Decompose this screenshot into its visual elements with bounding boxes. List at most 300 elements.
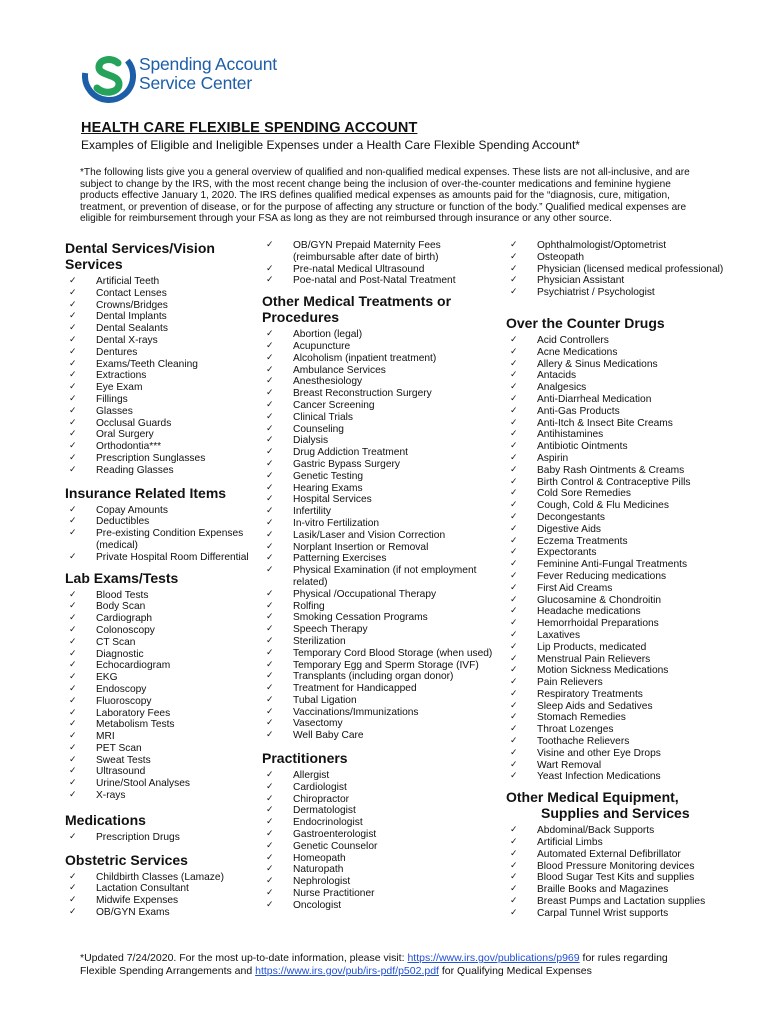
list-item (506, 760, 738, 772)
list-item-label: Blood Sugar Test Kits and supplies (537, 872, 695, 884)
list-item (65, 288, 255, 300)
list-item-label: Acne Medications (537, 346, 618, 358)
checkmark-icon: ✓ (510, 848, 518, 859)
list-item (506, 275, 738, 287)
checkmark-icon: ✓ (69, 504, 77, 515)
checkmark-icon: ✓ (69, 452, 77, 463)
checkmark-icon: ✓ (266, 263, 274, 274)
section-1-0 (262, 240, 498, 287)
checkmark-icon: ✓ (510, 677, 518, 688)
list-item-label: Ultrasound (96, 766, 146, 778)
list-item (506, 335, 738, 347)
list-item (506, 630, 738, 642)
list-item (506, 536, 738, 548)
list-item-label: Sterilization (293, 635, 346, 647)
list-item-label: Prescription Sunglasses (96, 452, 206, 464)
checkmark-icon: ✓ (69, 707, 77, 718)
checkmark-icon: ✓ (266, 435, 274, 446)
list-item (65, 335, 255, 347)
list-item (262, 483, 498, 495)
checkmark-icon: ✓ (69, 516, 77, 527)
list-item (65, 649, 255, 661)
column-3 (506, 240, 738, 920)
list-item (262, 841, 498, 853)
list-item (65, 601, 255, 613)
column-2 (262, 240, 498, 912)
list-item-label: Osteopath (537, 251, 585, 263)
checkmark-icon: ✓ (266, 706, 274, 717)
checkmark-icon: ✓ (266, 805, 274, 816)
list-item-label: Oral Surgery (96, 429, 154, 441)
list-item (506, 406, 738, 418)
list-item-label: Gastroenterologist (293, 829, 377, 841)
list-item-label: Physical /Occupational Therapy (293, 588, 437, 600)
list-item (262, 612, 498, 624)
list-item-label: Cough, Cold & Flu Medicines (537, 500, 669, 512)
list-item (506, 583, 738, 595)
checkmark-icon: ✓ (69, 660, 77, 671)
checkmark-icon: ✓ (266, 565, 274, 576)
list-item (506, 418, 738, 430)
list-item-label: Decongestants (537, 511, 605, 523)
checkmark-icon: ✓ (510, 263, 518, 274)
list-item-label: Breast Pumps and Lactation supplies (537, 896, 706, 908)
list-item-label: Hearing Exams (293, 482, 363, 494)
section-0-3 (65, 812, 255, 844)
list-item-label: Throat Lozenges (537, 724, 614, 736)
list-item-label: Lactation Consultant (96, 883, 189, 895)
checkmark-icon: ✓ (266, 899, 274, 910)
checklist (65, 276, 255, 477)
section-1-1 (262, 293, 498, 742)
checkmark-icon: ✓ (266, 494, 274, 505)
list-item (262, 817, 498, 829)
list-item-label: Expectorants (537, 547, 597, 559)
irs-p502-link[interactable]: https://www.irs.gov/pub/irs-pdf/p502.pdf (255, 964, 439, 977)
checkmark-icon: ✓ (69, 299, 77, 310)
checklist (65, 832, 255, 844)
checkmark-icon: ✓ (69, 831, 77, 842)
list-item (506, 825, 738, 837)
list-item-label: Contact Lenses (96, 287, 167, 299)
list-item (262, 589, 498, 601)
irs-p969-link[interactable]: https://www.irs.gov/publications/p969 (407, 952, 580, 964)
list-item (506, 618, 738, 630)
checklist (506, 335, 738, 783)
checkmark-icon: ✓ (510, 594, 518, 605)
checkmark-icon: ✓ (266, 770, 274, 781)
list-item-label: Temporary Cord Blood Storage (when used) (293, 647, 493, 659)
list-item (65, 347, 255, 359)
list-item-label: Baby Rash Ointments & Creams (537, 464, 685, 476)
list-item (262, 542, 498, 554)
list-item-label: Respiratory Treatments (537, 688, 643, 700)
list-item (262, 400, 498, 412)
document-title: HEALTH CARE FLEXIBLE SPENDING ACCOUNT (81, 120, 418, 136)
checkmark-icon: ✓ (69, 551, 77, 562)
checkmark-icon: ✓ (266, 399, 274, 410)
checkmark-icon: ✓ (510, 712, 518, 723)
checkmark-icon: ✓ (510, 287, 518, 298)
section-2-1 (506, 315, 738, 783)
list-item-label: Drug Addiction Treatment (293, 447, 408, 459)
list-item (506, 429, 738, 441)
list-item (506, 441, 738, 453)
section-2-0 (506, 240, 738, 299)
list-item (65, 778, 255, 790)
list-item-label: Allery & Sinus Medications (537, 358, 658, 370)
list-item-label: Blood Tests (96, 589, 149, 601)
list-item-label: Analgesics (537, 382, 587, 394)
section-2-2 (506, 789, 738, 919)
list-item-label: Braille Books and Magazines (537, 884, 669, 896)
checkmark-icon: ✓ (510, 240, 518, 250)
list-item (506, 896, 738, 908)
checkmark-icon: ✓ (510, 771, 518, 782)
list-item-label: Toothache Relievers (537, 736, 630, 748)
list-item-label: Dental X-rays (96, 334, 158, 346)
section-heading: Lab Exams/Tests (65, 569, 179, 586)
list-item (262, 459, 498, 471)
list-item-label: Blood Pressure Monitoring devices (537, 860, 695, 872)
list-item-label: Midwife Expenses (96, 895, 179, 907)
checkmark-icon: ✓ (266, 718, 274, 729)
list-item (65, 672, 255, 684)
list-item-label: Hemorrhoidal Preparations (537, 618, 659, 630)
list-item-label: Norplant Insertion or Removal (293, 541, 429, 553)
list-item (506, 252, 738, 264)
list-item-label: Orthodontia*** (96, 441, 162, 453)
list-item-label: Childbirth Classes (Lamaze) (96, 871, 224, 883)
checkmark-icon: ✓ (266, 529, 274, 540)
checklist (65, 505, 255, 564)
list-item (262, 636, 498, 648)
list-item (262, 424, 498, 436)
checkmark-icon: ✓ (69, 601, 77, 612)
list-item (65, 696, 255, 708)
checklist (506, 240, 738, 299)
list-item-label: Allergist (293, 770, 330, 782)
list-item (65, 743, 255, 755)
list-item (506, 654, 738, 666)
list-item-label: Cardiograph (96, 613, 153, 625)
list-item (262, 275, 498, 287)
section-0-2 (65, 570, 255, 802)
column-1 (65, 240, 255, 919)
list-item (262, 412, 498, 424)
checkmark-icon: ✓ (510, 641, 518, 652)
checkmark-icon: ✓ (266, 876, 274, 887)
section-heading: Practitioners (262, 750, 348, 767)
list-item-label: Pre-existing Condition Expenses (medical) (96, 528, 244, 551)
list-item-label: Physician (licensed medical professional) (537, 263, 724, 275)
checkmark-icon: ✓ (266, 423, 274, 434)
list-item (65, 613, 255, 625)
checkmark-icon: ✓ (69, 683, 77, 694)
list-item-label: Anti-Diarrheal Medication (537, 393, 652, 405)
list-item-label: OB/GYN Exams (96, 907, 170, 919)
list-item-label: Stomach Remedies (537, 712, 626, 724)
list-item (65, 832, 255, 844)
list-item (506, 477, 738, 489)
checkmark-icon: ✓ (69, 624, 77, 635)
list-item-label: Nurse Practitioner (293, 888, 375, 900)
list-item-label: Yeast Infection Medications (537, 771, 661, 783)
list-item-label: Genetic Counselor (293, 840, 378, 852)
list-item-label: Nephrologist (293, 876, 351, 888)
list-item (65, 590, 255, 602)
section-heading: Dental Services/Vision Services (65, 240, 215, 272)
list-item (65, 323, 255, 335)
list-item (506, 701, 738, 713)
list-item-label: Abortion (legal) (293, 329, 363, 341)
checkmark-icon: ✓ (69, 346, 77, 357)
checkmark-icon: ✓ (510, 825, 518, 836)
checkmark-icon: ✓ (69, 311, 77, 322)
list-item (262, 794, 498, 806)
list-item (506, 712, 738, 724)
list-item (506, 748, 738, 760)
list-item-label: Visine and other Eye Drops (537, 747, 661, 759)
list-item (65, 708, 255, 720)
list-item-label: Aspirin (537, 452, 569, 464)
list-item-label: Artificial Limbs (537, 837, 603, 849)
list-item-label: Ambulance Services (293, 364, 386, 376)
checkmark-icon: ✓ (510, 907, 518, 918)
checkmark-icon: ✓ (510, 570, 518, 581)
list-item-label: Acid Controllers (537, 334, 609, 346)
brand-name (139, 55, 277, 93)
section-0-4 (65, 852, 255, 919)
checkmark-icon: ✓ (266, 793, 274, 804)
list-item (506, 908, 738, 920)
checkmark-icon: ✓ (510, 582, 518, 593)
checkmark-icon: ✓ (266, 852, 274, 863)
list-item (65, 528, 255, 552)
checkmark-icon: ✓ (510, 370, 518, 381)
list-item-label: Cardiologist (293, 781, 347, 793)
checkmark-icon: ✓ (510, 759, 518, 770)
footer-text-1: *Updated 7/24/2020. For the most up-to-date information, please visit: (80, 952, 408, 964)
checkmark-icon: ✓ (266, 447, 274, 458)
checkmark-icon: ✓ (510, 429, 518, 440)
checkmark-icon: ✓ (69, 719, 77, 730)
checkmark-icon: ✓ (266, 275, 274, 286)
list-item-label: Treatment for Handicapped (293, 683, 417, 695)
list-item (262, 341, 498, 353)
checkmark-icon: ✓ (510, 251, 518, 262)
list-item-label: Antibiotic Ointments (537, 441, 628, 453)
section-1-2 (262, 750, 498, 912)
list-item (262, 376, 498, 388)
list-item (262, 782, 498, 794)
list-item-label: Copay Amounts (96, 504, 168, 516)
list-item-label: Acupuncture (293, 340, 351, 352)
checkmark-icon: ✓ (69, 441, 77, 452)
list-item-label: Ophthalmologist/Optometrist (537, 240, 667, 251)
checkmark-icon: ✓ (510, 393, 518, 404)
list-item (506, 837, 738, 849)
checkmark-icon: ✓ (69, 731, 77, 742)
checkmark-icon: ✓ (510, 500, 518, 511)
footer-note (80, 952, 680, 977)
list-item (65, 766, 255, 778)
checkmark-icon: ✓ (510, 884, 518, 895)
list-item (262, 671, 498, 683)
checkmark-icon: ✓ (266, 553, 274, 564)
list-item-label: Clinical Trials (293, 411, 354, 423)
list-item-label: Dermatologist (293, 805, 356, 817)
list-item (65, 907, 255, 919)
list-item (506, 724, 738, 736)
list-item (506, 370, 738, 382)
footer-text-3: for Qualifying Medical Expenses (438, 964, 592, 977)
checkmark-icon: ✓ (510, 417, 518, 428)
list-item-label: Extractions (96, 370, 147, 382)
list-item-label: Poe-natal and Post-Natal Treatment (293, 275, 456, 287)
list-item (262, 435, 498, 447)
list-item-label: Headache medications (537, 606, 641, 618)
list-item (506, 677, 738, 689)
list-item (262, 805, 498, 817)
list-item-label: Naturopath (293, 864, 344, 876)
list-item (506, 547, 738, 559)
list-item (65, 429, 255, 441)
checkmark-icon: ✓ (510, 511, 518, 522)
list-item-label: Gastric Bypass Surgery (293, 458, 401, 470)
checkmark-icon: ✓ (510, 747, 518, 758)
list-item (65, 883, 255, 895)
list-item-label: Crowns/Bridges (96, 299, 168, 311)
checkmark-icon: ✓ (69, 405, 77, 416)
checkmark-icon: ✓ (69, 648, 77, 659)
list-item (262, 565, 498, 589)
checkmark-icon: ✓ (266, 683, 274, 694)
list-item-label: Antacids (537, 370, 577, 382)
list-item (65, 370, 255, 382)
list-item (506, 287, 738, 299)
list-item-label: PET Scan (96, 742, 142, 754)
list-item (65, 895, 255, 907)
list-item (262, 660, 498, 672)
list-item-label: Birth Control & Contraceptive Pills (537, 476, 691, 488)
list-item (262, 353, 498, 365)
list-item (506, 264, 738, 276)
list-item-label: Occlusal Guards (96, 417, 172, 429)
checkmark-icon: ✓ (266, 635, 274, 646)
checkmark-icon: ✓ (510, 275, 518, 286)
list-item (65, 552, 255, 564)
checkmark-icon: ✓ (510, 535, 518, 546)
list-item (65, 382, 255, 394)
footer-text-2: for rules regarding Flexible Spending Arrangements and (80, 952, 668, 977)
list-item-label: Well Baby Care (293, 730, 364, 742)
list-item (262, 888, 498, 900)
list-item (262, 601, 498, 613)
list-item-label: Diagnostic (96, 648, 144, 660)
checkmark-icon: ✓ (266, 817, 274, 828)
list-item (506, 382, 738, 394)
list-item (65, 637, 255, 649)
checkmark-icon: ✓ (510, 860, 518, 871)
list-item-label: Eye Exam (96, 382, 143, 394)
list-item (65, 660, 255, 672)
checkmark-icon: ✓ (266, 240, 274, 250)
section-heading: Over the Counter Drugs (506, 314, 665, 331)
list-item-label: Fluoroscopy (96, 695, 152, 707)
list-item (262, 365, 498, 377)
list-item (65, 453, 255, 465)
list-item (262, 471, 498, 483)
list-item (262, 506, 498, 518)
checkmark-icon: ✓ (266, 458, 274, 469)
checkmark-icon: ✓ (266, 600, 274, 611)
list-item (506, 488, 738, 500)
checkmark-icon: ✓ (510, 358, 518, 369)
list-item-label: Cold Sore Remedies (537, 488, 631, 500)
list-item (506, 559, 738, 571)
list-item-label: Dental Implants (96, 311, 167, 323)
checkmark-icon: ✓ (69, 754, 77, 765)
checkmark-icon: ✓ (69, 871, 77, 882)
list-item-label: Endoscopy (96, 683, 147, 695)
list-item (262, 683, 498, 695)
checkmark-icon: ✓ (69, 287, 77, 298)
list-item-label: Sweat Tests (96, 754, 151, 766)
list-item-label: Psychiatrist / Psychologist (537, 287, 655, 299)
list-item-label: Temporary Egg and Sperm Storage (IVF) (293, 659, 479, 671)
checkmark-icon: ✓ (69, 393, 77, 404)
checkmark-icon: ✓ (266, 506, 274, 517)
list-item-label: Vasectomy (293, 718, 343, 730)
list-item-label: Pre-natal Medical Ultrasound (293, 263, 425, 275)
checkmark-icon: ✓ (266, 829, 274, 840)
list-item-label: CT Scan (96, 636, 136, 648)
checklist (65, 872, 255, 919)
list-item-label: Automated External Defibrillator (537, 848, 681, 860)
checkmark-icon: ✓ (510, 464, 518, 475)
list-item (262, 264, 498, 276)
list-item (262, 718, 498, 730)
list-item (506, 665, 738, 677)
list-item (65, 406, 255, 418)
list-item-label: Transplants (including organ donor) (293, 671, 454, 683)
checkmark-icon: ✓ (510, 559, 518, 570)
list-item (506, 872, 738, 884)
checkmark-icon: ✓ (69, 417, 77, 428)
brand-logo (82, 46, 302, 106)
brand-name-line1: Spending Account (139, 54, 277, 74)
list-item-label: Motion Sickness Medications (537, 665, 669, 677)
checkmark-icon: ✓ (69, 370, 77, 381)
checkmark-icon: ✓ (266, 647, 274, 658)
checkmark-icon: ✓ (69, 766, 77, 777)
list-item (262, 853, 498, 865)
checkmark-icon: ✓ (510, 452, 518, 463)
list-item (65, 872, 255, 884)
list-item-label: Artificial Teeth (96, 276, 160, 287)
checkmark-icon: ✓ (266, 864, 274, 875)
checkmark-icon: ✓ (69, 695, 77, 706)
list-item (262, 553, 498, 565)
checkmark-icon: ✓ (266, 517, 274, 528)
section-heading: Insurance Related Items (65, 484, 227, 501)
list-item-label: Fever Reducing medications (537, 570, 667, 582)
list-item (506, 849, 738, 861)
list-item-label: Infertility (293, 506, 331, 518)
list-item-label: Reading Glasses (96, 464, 174, 476)
list-item-label: Physical Examination (if not employment related) (293, 565, 477, 588)
